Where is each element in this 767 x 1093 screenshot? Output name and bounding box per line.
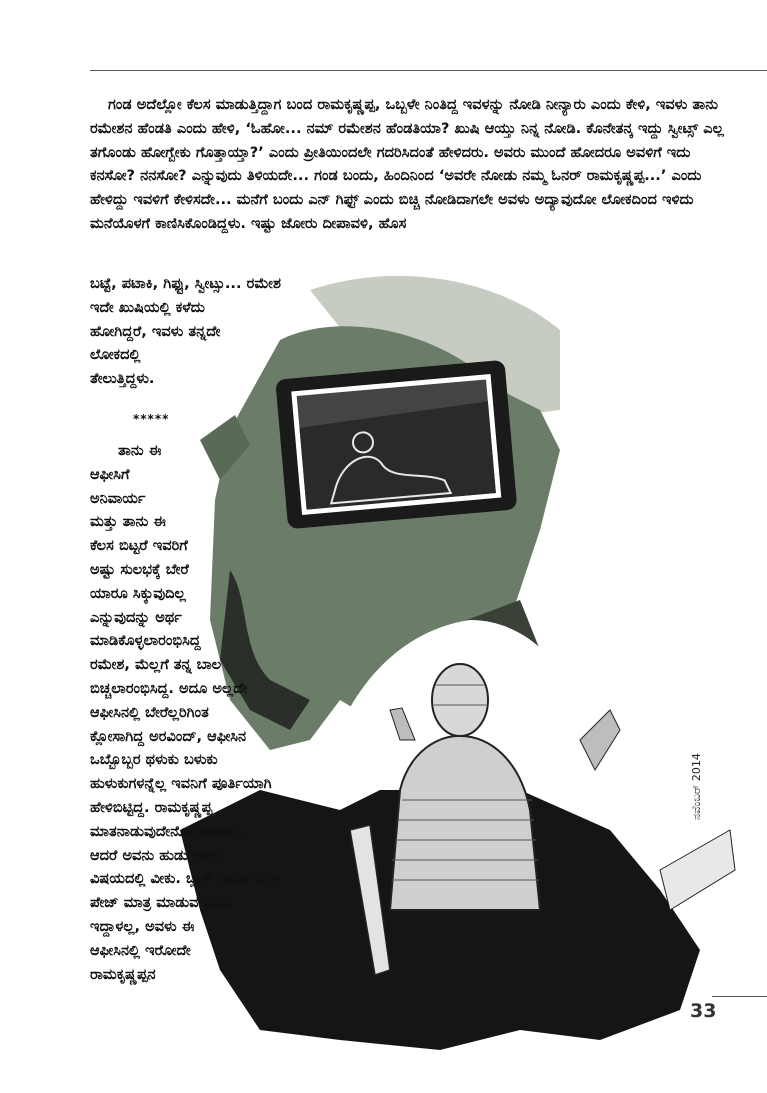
text-line: ತೇಲುತ್ತಿದ್ದಳು.	[90, 370, 155, 388]
text-line: ಕ್ಲೋಸಾಗಿದ್ದ ಅರವಿಂದ್, ಆಫೀಸಿನ	[90, 727, 247, 745]
text-line: ಅನಿವಾರ್ಯ	[90, 489, 146, 507]
text-line: ಆಫೀಸಿನಲ್ಲಿ ಬೇರೆಲ್ಲರಿಗಿಂತ	[90, 703, 209, 721]
text-line: ಲೋಕದಲ್ಲಿ	[90, 346, 141, 364]
text-line: ವಿಷಯದಲ್ಲಿ ವೀಕು. ಬ್ಲಾಕ್ ಅಂಡ್ ವೈಟ್	[90, 870, 282, 888]
article-paragraph-2	[90, 439, 360, 986]
page-number: 33	[690, 1000, 717, 1022]
text-line: ಹೇಳಿಬಿಟ್ಟಿದ್ದ. ರಾಮಕೃಷ್ಣಪ್ಪ	[90, 798, 213, 816]
text-line: ಆಫೀಸಿನಲ್ಲಿ ಇರೋದೇ	[90, 941, 191, 959]
text-line: ಬಟ್ಟೆ, ಪಟಾಕಿ, ಗಿಫ್ಟು, ಸ್ವೀಟ್ಸು... ರಮೇಶ	[90, 275, 281, 292]
illustration-debris-shard	[660, 830, 735, 910]
article-paragraph-1-continued	[90, 272, 360, 391]
text-line: ಮಾಡಿಕೊಳ್ಳಲಾರಂಭಿಸಿದ್ದ	[90, 632, 201, 650]
text-line: ಯಾರೂ ಸಿಕ್ಕುವುದಿಲ್ಲ	[90, 584, 186, 602]
article-paragraph-1: ಗಂಡ ಅದೆಲ್ಲೋ ಕೆಲಸ ಮಾಡುತ್ತಿದ್ದಾಗ ಬಂದ ರಾಮಕೃಷ್ಣಪ್ಪ, ಒಬ್ಬಳೇ ನಿಂತಿದ್ದ ಇವಳನ್ನು ನೋಡಿ ನೀನ್ಯಾರು ಎಂದು ಕೇಳಿ, ಇವಳು ತಾನು ರಮೇಶನ ಹೆಂಡತಿ ಎಂದು ಹೇಳಿ, ‘ಓಹೋ... ನಮ್ ರಮೇಶನ ಹೆಂಡತಿಯಾ? ಖುಷಿ ಆಯ್ತು ನಿನ್ನ ನೋಡಿ. ಕೊನೇತನ್ಕ ಇದ್ದು ಸ್ವೀಟ್ಸ್ ಎಲ್ಲ ತಗೊಂಡು ಹೋಗ್ಬೇಕು ಗೊತ್ತಾಯ್ತಾ?’ ಎಂದು ಪ್ರೀತಿಯಿಂದಲೇ ಗದರಿಸಿದಂತೆ ಹೇಳಿದರು. ಅವರು ಮುಂದೆ ಹೋದರೂ ಅವಳಿಗೆ ಇದು ಕನಸೋ? ನನಸೋ? ಎನ್ನುವುದು ತಿಳಿಯದೇ... ಗಂಡ ಬಂದು, ಹಿಂದಿನಿಂದ ‘ಅವರೇ ನೋಡು ನಮ್ಮ ಓನರ್ ರಾಮಕೃಷ್ಣಪ್ಪ...’ ಎಂದು ಹೇಳಿದ್ದು ಇವಳಿಗೆ ಕೇಳಿಸದೇ... ಮನೆಗೆ ಬಂದು ಎನ್ ಗಿಫ್ಟ್ ಎಂದು ಬಿಚ್ಚಿ ನೋಡಿದಾಗಲೇ ಅವಳು ಅದ್ಯಾವುದೋ ಲೋಕದಿಂದ ಇಳಿದು ಮನೆಯೊಳಗೆ ಕಾಣಿಸಿಕೊಂಡಿದ್ದಳು. ಇಷ್ಟು ಜೋರು ದೀಪಾವಳಿ, ಹೊಸ	[90, 96, 724, 232]
text-line: ಅಷ್ಟು ಸುಲಭಕ್ಕೆ ಬೇರೆ	[90, 560, 189, 578]
text-line: ಎನ್ನುವುದನ್ನು ಅರ್ಥ	[90, 608, 182, 626]
text-line: ಆದರೆ ಅವನು ಹುಡುಗಿಯರ	[90, 846, 220, 864]
text-line: ಮತ್ತು ತಾನು ಈ	[90, 513, 166, 531]
footer-rule	[712, 996, 767, 997]
text-line: ಇದ್ದಾಳಲ್ಲ, ಅವಳು ಈ	[90, 917, 195, 935]
text-line: ಹೋಗಿದ್ದರೆ, ಇವಳು ತನ್ನದೇ	[90, 322, 221, 340]
text-line: ರಾಮಕೃಷ್ಣಪ್ಪನ	[90, 965, 156, 983]
issue-date-label: ನವೆಂಬರ್ 2014	[690, 753, 703, 820]
text-line: ರಮೇಶ, ಮೆಲ್ಲಗೆ ತನ್ನ ಬಾಲ	[90, 656, 222, 674]
text-line: ಇದೇ ಖುಷಿಯಲ್ಲಿ ಕಳೆದು	[90, 298, 205, 316]
text-line: ತಾನು ಈ	[118, 442, 162, 459]
header-rule	[90, 70, 767, 71]
text-line: ಹುಳುಕುಗಳನ್ನೆಲ್ಲ ಇವನಿಗೆ ಪೂರ್ತಿಯಾಗಿ	[90, 775, 272, 793]
text-line: ಮಾತನಾಡುವುದೇನೋ ಚೆಂದವೇ,	[90, 822, 244, 840]
section-separator: *****	[133, 412, 170, 426]
text-line: ಕೆಲಸ ಬಿಟ್ಟರೆ ಇವರಿಗೆ	[90, 537, 188, 555]
text-line: ಪೇಜ್ ಮಾತ್ರ ಮಾಡುವ ವನಜ	[90, 894, 231, 912]
text-line: ಆಫೀಸಿಗೆ	[90, 465, 130, 483]
text-line: ಬಿಚ್ಚಲಾರಂಭಿಸಿದ್ದ. ಅದೂ ಅಲ್ಲದೇ	[90, 679, 248, 697]
text-line: ಒಬ್ಬೊಬ್ಬರ ಥಳುಕು ಬಳುಕು	[90, 751, 218, 769]
